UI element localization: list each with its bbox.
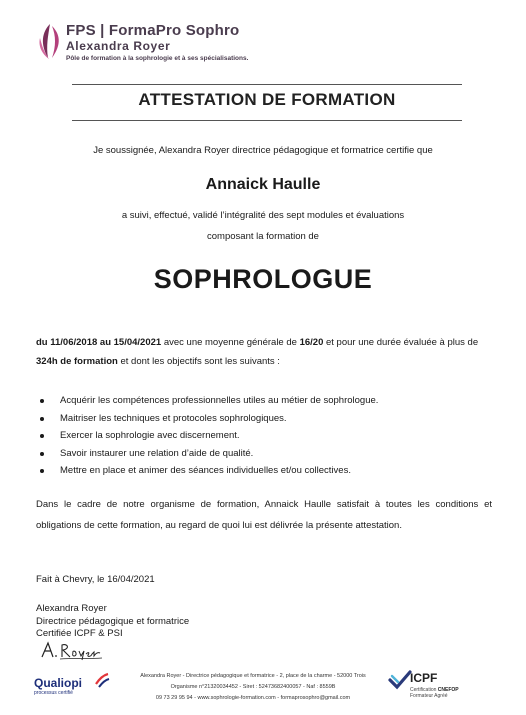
document-title: ATTESTATION DE FORMATION	[138, 90, 396, 109]
icpf-logo-icon	[388, 668, 412, 690]
training-hours: 324h de formation	[36, 356, 118, 367]
footer-line-3: 09 73 29 95 94 - www.sophrologie-formation.com - formaprosophro@gmail.com	[155, 695, 351, 701]
icpf-sub-bold: CNEFOP	[437, 687, 459, 693]
title-rule-top	[72, 84, 462, 85]
footer-line-2: Organisme n°21320034452 - Siret : 52473682400057 - Naf : 8559B	[170, 684, 336, 690]
list-item: Exercer la sophrologie avec discernement.	[36, 427, 496, 445]
signatory-block	[36, 603, 189, 641]
average-grade: 16/20	[299, 337, 324, 348]
signatory-certification: Certifiée ICPF & PSI	[36, 628, 123, 639]
list-item: Maitriser les techniques et protocoles sophrologiques.	[36, 410, 496, 428]
qualiopi-logo	[34, 672, 116, 698]
handwritten-signature	[40, 639, 104, 661]
qualiopi-subtitle: processus certifié	[34, 690, 73, 696]
list-item: Savoir instaurer une relation d’aide de qualité.	[36, 445, 496, 463]
brand-person: Alexandra Royer	[66, 39, 171, 53]
title-rule-bottom	[72, 120, 462, 121]
icpf-sub-prefix: Certification	[410, 687, 438, 693]
qualiopi-mark-icon	[94, 672, 110, 688]
period-text-2: et pour une durée évaluée à plus de	[323, 337, 479, 348]
objectives-list	[36, 392, 496, 480]
training-details	[36, 333, 496, 371]
qualification-title: SOPHROLOGUE	[153, 264, 373, 294]
footer-contact	[118, 671, 388, 704]
footer-line-1: Alexandra Royer - Directrice pédagogique et formatrice - 2, place de la charme - 52000 Trois	[140, 673, 366, 679]
list-item: Mettre en place et animer des séances individuelles et/ou collectives.	[36, 462, 496, 480]
period-text-1: avec une moyenne générale de	[161, 337, 300, 348]
qualiopi-word: Qualiopi	[34, 676, 82, 690]
icpf-sub-2: Formateur Agréé	[410, 693, 448, 699]
trainee-name: Annaick Haulle	[205, 176, 321, 193]
icpf-word: ICPF	[410, 671, 438, 685]
certify-line: Je soussignée, Alexandra Royer directrice pédagogique et formatrice certifie que	[93, 145, 433, 156]
brand-block	[66, 22, 248, 63]
signatory-name: Alexandra Royer	[36, 603, 107, 614]
closing-paragraph: Dans le cadre de notre organisme de formation, Annaick Haulle satisfait à toutes les conditions et obligations de cette formation, au regard de quoi lui est délivrée la présente attestation.	[36, 499, 492, 531]
signatory-role: Directrice pédagogique et formatrice	[36, 615, 190, 627]
brand-tagline: Pôle de formation à la sophrologie et à ses spécialisations.	[66, 55, 249, 62]
list-item: Acquérir les compétences professionnelles utiles au métier de sophrologue.	[36, 392, 496, 410]
brand-name: FPS | FormaPro Sophro	[66, 22, 240, 39]
period-dates: du 11/06/2018 au 15/04/2021	[36, 337, 162, 348]
completed-line-1: a suivi, effectué, validé l’intégralité des sept modules et évaluations	[121, 210, 405, 221]
period-text-3: et dont les objectifs sont les suivants :	[117, 356, 280, 367]
petal-logo-icon	[36, 22, 64, 60]
completed-line-2: composant la formation de	[207, 231, 319, 242]
place-and-date: Fait à Chevry, le 16/04/2021	[36, 574, 155, 585]
icpf-subtitle	[410, 687, 459, 699]
